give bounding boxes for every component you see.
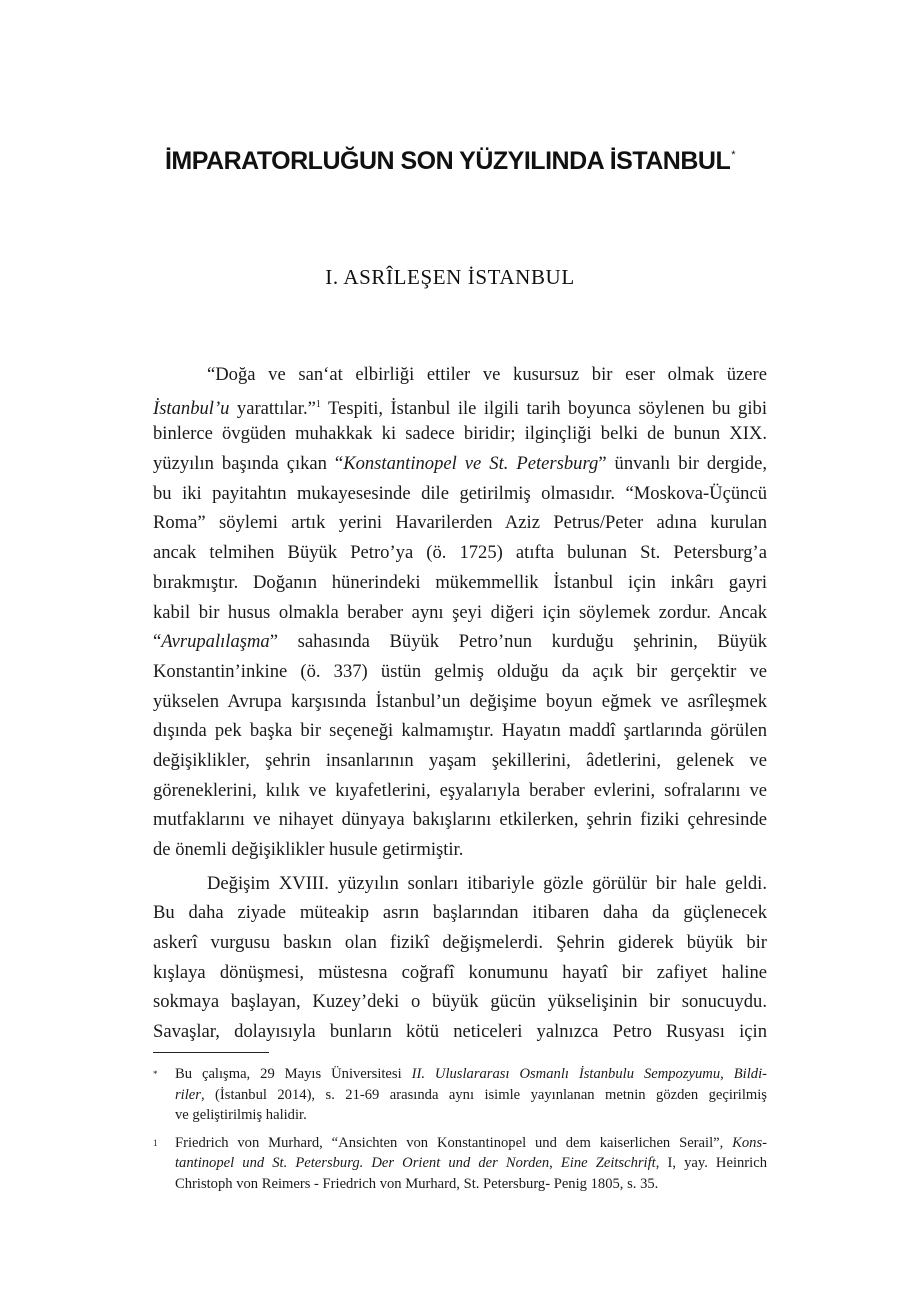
footnote-line [175,1064,767,1085]
chapter-title [0,147,900,176]
text-line: Bu daha ziyade müteakip asrın başlarından itibaren daha da güçlenecek [153,902,767,924]
chapter-title-footnote-mark[interactable]: * [731,149,736,161]
text-line: değişiklikler, şehrin insanlarının yaşam şekillerini, âdetlerini, gelenek ve [153,749,767,771]
footnote-line [175,1085,767,1106]
body-text [153,360,767,1047]
text-span: Friedrich von Murhard, “Ansichten von Konstantinopel und dem kaiserlichen Serail”, [175,1134,733,1151]
text-line: “Doğa ve san‘at elbirliği ettiler ve kusursuz bir eser olmak üzere [207,364,767,385]
text-span: , (İstanbul 2014), s. 21-69 arasında aynı isimle yayınlanan metnin gözden geçirilmiş [200,1086,767,1103]
footnote-line: ve geliştirilmiş halidir. [175,1107,307,1123]
text-span: “ [153,631,162,653]
text-line [153,627,767,657]
text-line [153,390,767,420]
text-line: dışında pek başka bir seçeneği kalmamıştır. Hayatın maddî şartlarında görülen [153,720,767,742]
text-line: Roma” söylemi artık yerini Havarilerden Aziz Petrus/Peter adına kurulan [153,512,767,534]
italic-title: Kons- [732,1134,767,1151]
italic-title: Eine Zeitschrift [560,1155,656,1171]
footnote-line [175,1153,767,1174]
text-line: mutfaklarını ve nihayet dünyaya bakışlarını etkilerken, şehrin fiziki çehresinde [153,809,767,831]
text-line: askerî vurgusu baskın olan fizikî değişmelerdi. Şehrin giderek büyük bir [153,932,767,954]
footnote-ref-1[interactable]: 1 [315,398,321,410]
footnote-separator [153,1052,269,1053]
text-span: ” ünvanlı bir dergide, [598,453,767,475]
text-span: yarattılar.” [229,397,316,419]
footnote-line [175,1133,767,1154]
text-span: , [549,1155,561,1171]
footnote-1 [153,1133,767,1195]
footnotes [153,1064,767,1201]
footnote-line: Christoph von Reimers - Friedrich von Murhard, St. Petersburg- Penig 1805, s. 35. [175,1175,659,1192]
footnote-mark: * [153,1069,158,1079]
italic-title: II. Uluslararası Osmanlı İstanbulu Sempozyumu, Bildi- [411,1066,767,1082]
italic-term: İstanbul’u [153,397,230,419]
footnote-mark: 1 [153,1137,158,1148]
text-line: yükselen Avrupa karşısında İstanbul’un değişime boyun eğmek ve asrîleşmek [153,690,767,712]
text-line: bırakmıştır. Doğanın hünerindeki mükemmellik İstanbul için inkârı gayri [153,571,767,593]
italic-title: riler [175,1086,201,1103]
italic-title: Konstantinopel ve St. Petersburg [343,453,599,475]
text-line: göreneklerini, kılık ve kıyafetlerini, eşyalarıyla beraber evlerini, sofralarını ve [153,779,767,801]
text-span: Tespiti, İstanbul ile ilgili tarih boyunca söylenen bu gibi [320,397,767,419]
text-line [153,449,767,479]
text-span: ” sahasında Büyük Petro’nun kurduğu şehrinin, Büyük [269,631,767,653]
text-line: ancak telmihen Büyük Petro’ya (ö. 1725) atıfta bulunan St. Petersburg’a [153,542,767,564]
footnote-star [153,1064,767,1126]
chapter-title-text: İMPARATORLUĞUN SON YÜZYILINDA İSTANBUL [164,147,731,175]
text-line: sokmaya başlayan, Kuzey’deki o büyük gücün yükselişinin bir sonucuydu. [153,991,767,1013]
italic-title: tantinopel und St. Petersburg. Der Orient und der Norden [175,1155,550,1171]
text-line: Değişim XVIII. yüzyılın sonları itibariyle gözle görülür bir hale geldi. [207,872,767,894]
text-span: yüzyılın başında çıkan “ [153,453,344,475]
text-line: kabil bir husus olmakla beraber aynı şeyi diğeri için söylemek zordur. Ancak [153,601,767,623]
section-heading: I. ASRÎLEŞEN İSTANBUL [325,265,575,289]
text-line: Konstantin’inkine (ö. 337) üstün gelmiş olduğu da açık bir gerçektir ve [153,660,767,682]
text-line: binlerce övgüden muhakkak ki sadece biridir; ilginçliği belki de bunun XIX. [153,423,767,445]
text-span: Bu çalışma, 29 Mayıs Üniversitesi [175,1066,412,1082]
text-line: de önemli değişiklikler husule getirmiştir. [153,839,464,860]
text-line: Savaşlar, dolayısıyla bunların kötü neticeleri yalnızca Petro Rusyası için [153,1021,767,1043]
text-line: kışlaya dönüşmesi, müstesna coğrafî konumunu hayatî bir zafiyet haline [153,961,767,983]
text-line: bu iki payitahtın mukayesesinde dile getirilmiş olmasıdır. “Moskova-Üçüncü [153,482,767,504]
text-span: , I, yay. Heinrich [655,1155,767,1171]
italic-term: Avrupalılaşma [161,631,270,653]
